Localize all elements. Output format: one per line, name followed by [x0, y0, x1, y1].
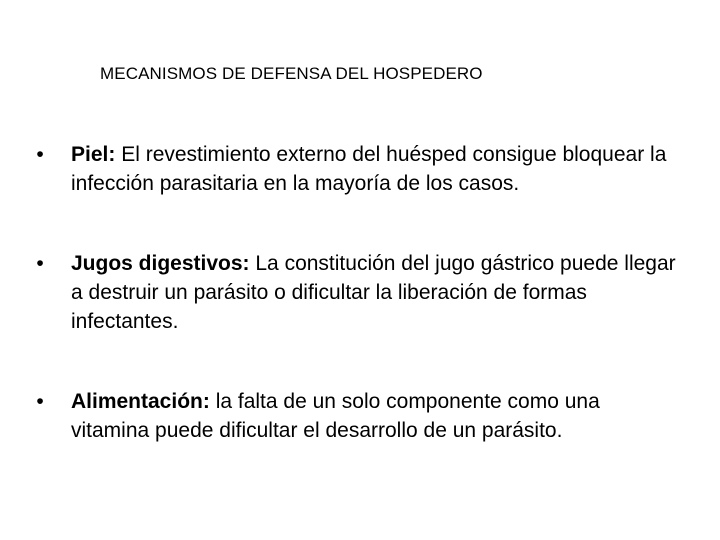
bullet-item-piel — [30, 140, 680, 198]
bullet-item-jugos-digestivos — [30, 249, 680, 336]
bullet-dot-icon: • — [36, 252, 44, 275]
bullet-dot-icon: • — [36, 143, 44, 166]
slide-title: MECANISMOS DE DEFENSA DEL HOSPEDERO — [100, 64, 483, 83]
bullet-text: El revestimiento externo del huésped consigue bloquear la infección parasitaria en la mayoría de los casos. — [71, 143, 667, 195]
bullet-text: La constitución del jugo gástrico puede llegar a destruir un parásito o dificultar la liberación de formas infectantes. — [71, 252, 676, 333]
bullet-term: Alimentación: — [71, 390, 216, 413]
bullet-text: la falta de un solo componente como una vitamina puede dificultar el desarrollo de un parásito. — [71, 390, 600, 442]
bullet-dot-icon: • — [36, 390, 44, 413]
bullet-term: Piel: — [71, 143, 122, 166]
bullet-item-alimentacion — [30, 387, 680, 445]
bullet-term: Jugos digestivos: — [71, 252, 256, 275]
bullet-list — [30, 140, 680, 445]
